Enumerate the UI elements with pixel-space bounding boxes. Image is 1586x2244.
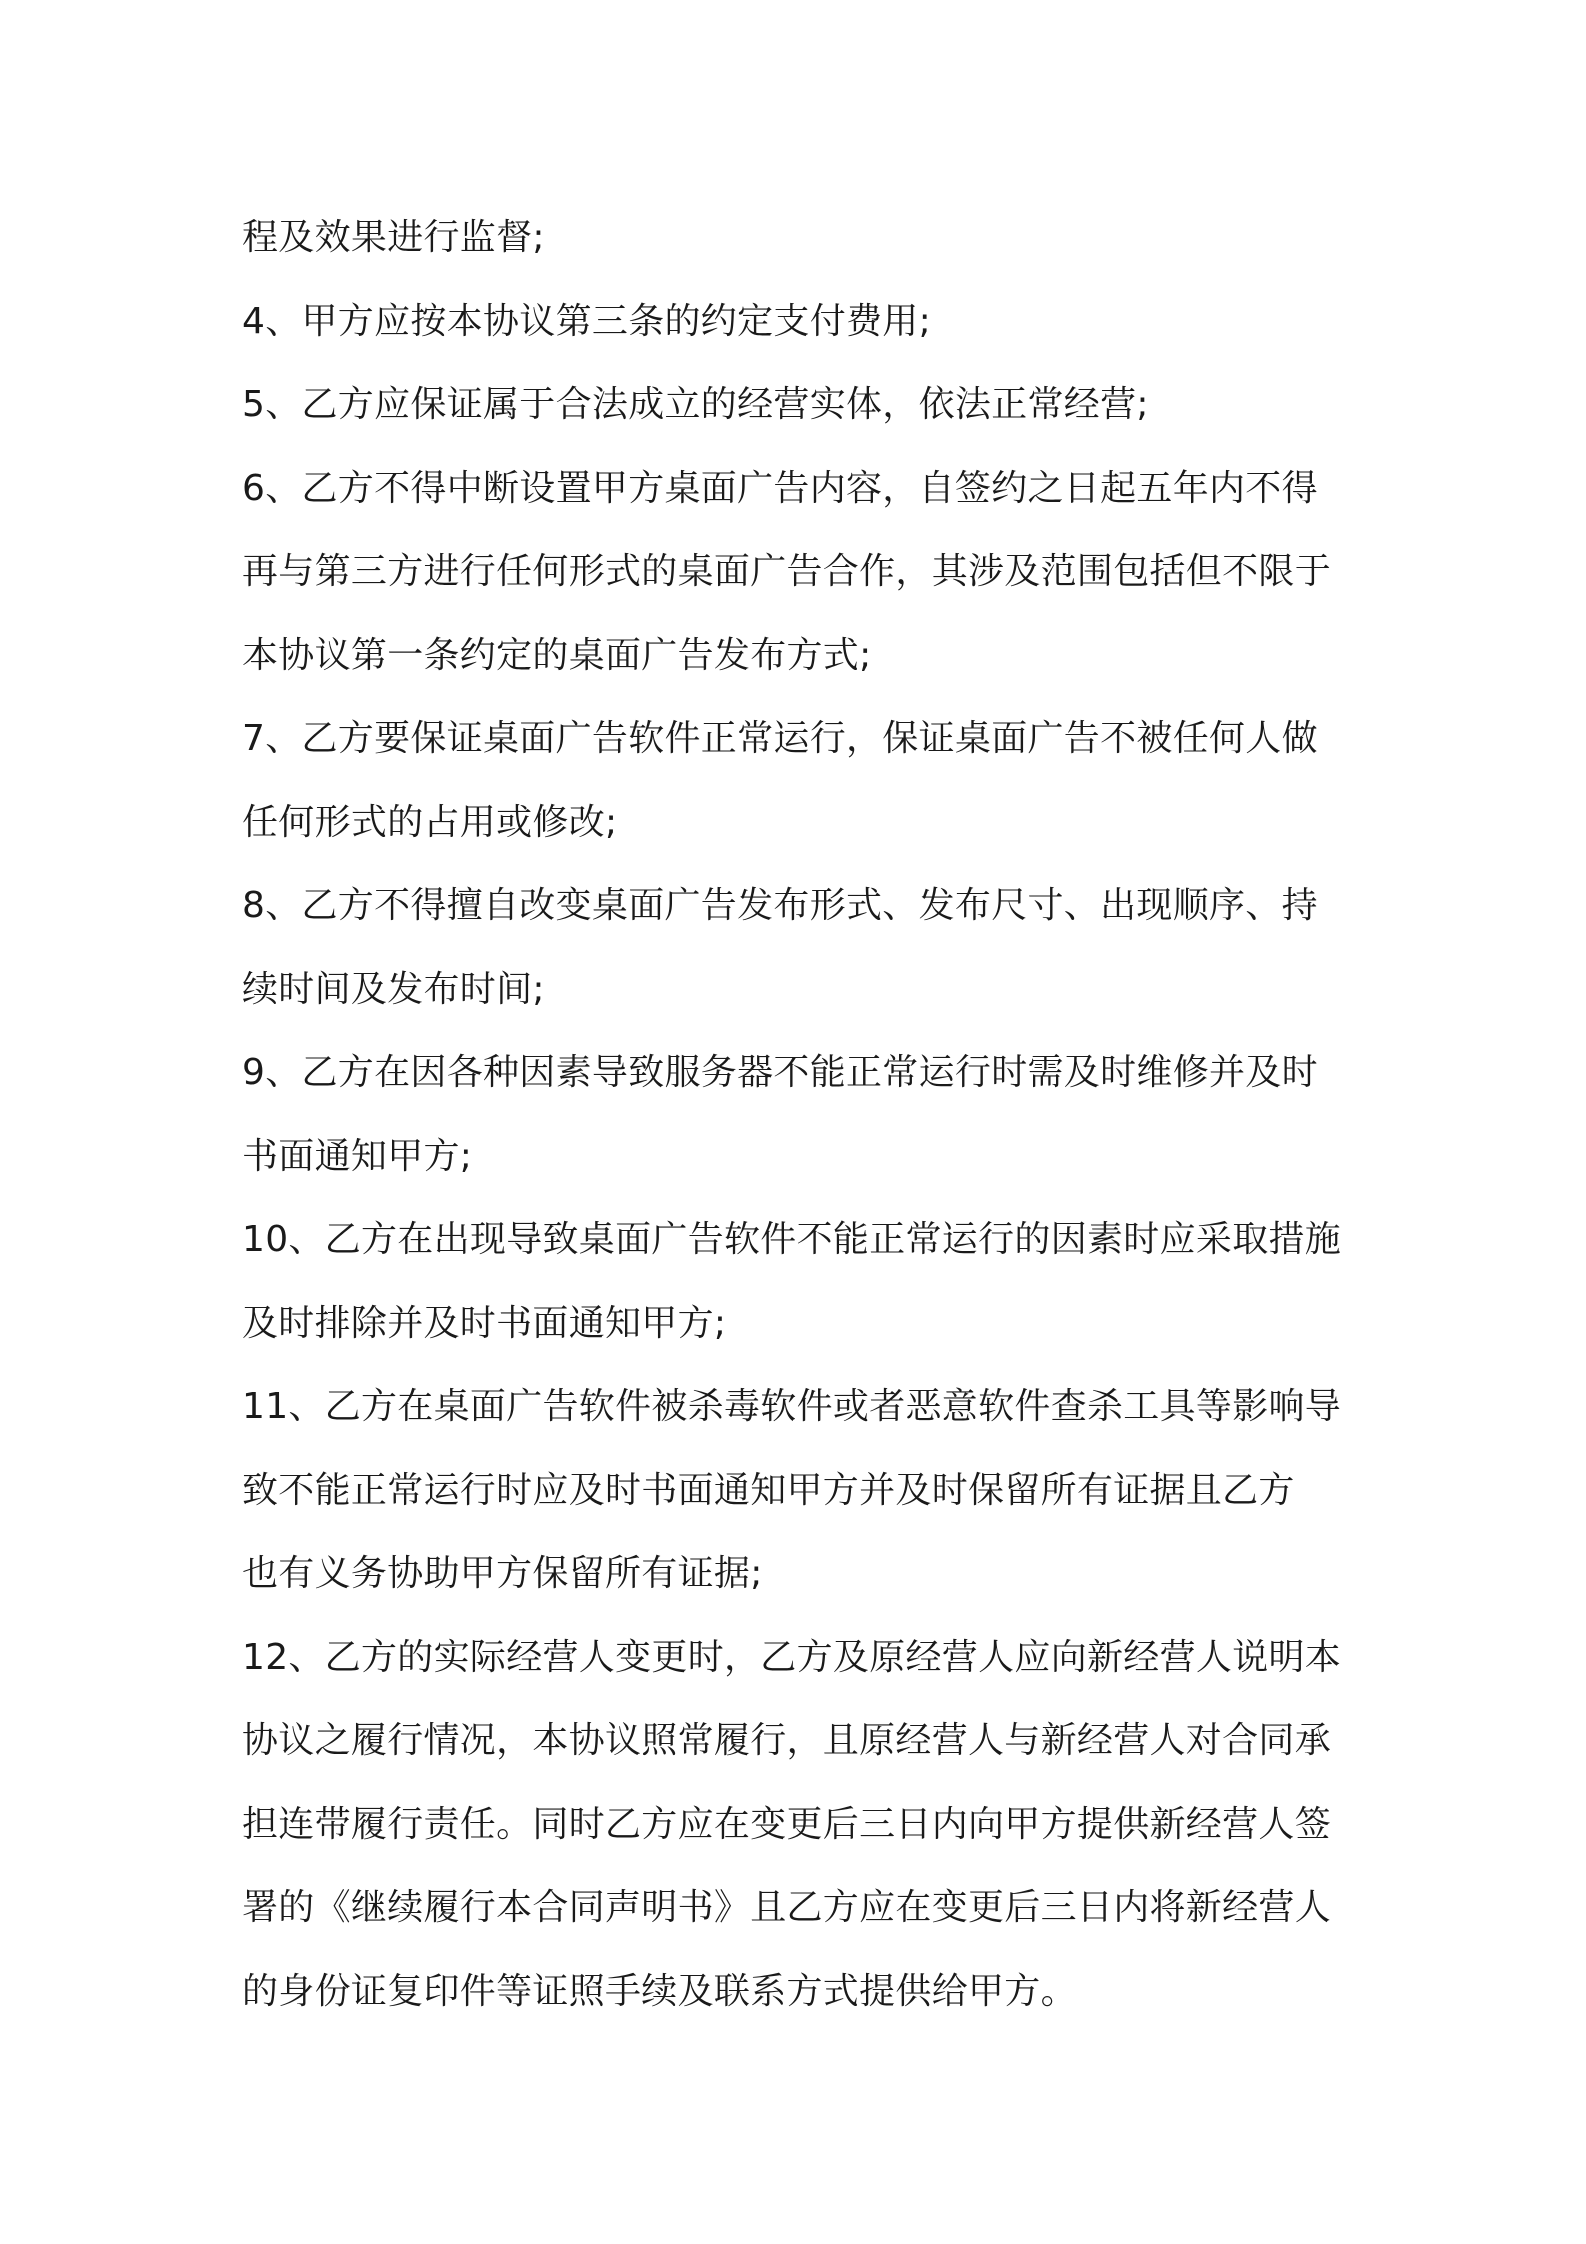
text-line: 12、乙方的实际经营人变更时，乙方及原经营人应向新经营人说明本 xyxy=(242,1636,1342,1678)
text-line: 11、乙方在桌面广告软件被杀毒软件或者恶意软件查杀工具等影响导 xyxy=(242,1386,1342,1427)
text-line: 续时间及发布时间; xyxy=(242,968,545,1010)
text-line: 程及效果进行监督; xyxy=(242,217,545,258)
text-line: 担连带履行责任。同时乙方应在变更后三日内向甲方提供新经营人签 xyxy=(242,1803,1332,1845)
document-body xyxy=(242,196,1362,2033)
text-line: 协议之履行情况，本协议照常履行，且原经营人与新经营人对合同承 xyxy=(242,1720,1332,1761)
text-line: 致不能正常运行时应及时书面通知甲方并及时保留所有证据且乙方 xyxy=(242,1469,1295,1511)
text-line: 6、乙方不得中断设置甲方桌面广告内容，自签约之日起五年内不得 xyxy=(242,467,1318,509)
text-line: 10、乙方在出现导致桌面广告软件不能正常运行的因素时应采取措施 xyxy=(242,1219,1342,1260)
text-line: 9、乙方在因各种因素导致服务器不能正常运行时需及时维修并及时 xyxy=(242,1052,1318,1093)
text-line: 的身份证复印件等证照手续及联系方式提供给甲方。 xyxy=(242,1970,1077,2012)
text-line: 8、乙方不得擅自改变桌面广告发布形式、发布尺寸、出现顺序、持 xyxy=(242,885,1318,926)
text-line: 书面通知甲方; xyxy=(242,1135,473,1177)
text-line: 本协议第一条约定的桌面广告发布方式; xyxy=(242,634,872,676)
text-line: 及时排除并及时书面通知甲方; xyxy=(242,1302,727,1344)
text-line: 任何形式的占用或修改; xyxy=(242,801,618,843)
text-line: 也有义务协助甲方保留所有证据; xyxy=(242,1553,763,1594)
text-line: 再与第三方进行任何形式的桌面广告合作，其涉及范围包括但不限于 xyxy=(242,551,1332,592)
text-line: 7、乙方要保证桌面广告软件正常运行，保证桌面广告不被任何人做 xyxy=(242,718,1318,759)
text-line: 4、甲方应按本协议第三条的约定支付费用; xyxy=(242,300,932,342)
text-line: 署的《继续履行本合同声明书》且乙方应在变更后三日内将新经营人 xyxy=(242,1887,1332,1928)
text-line: 5、乙方应保证属于合法成立的经营实体，依法正常经营; xyxy=(242,384,1149,425)
